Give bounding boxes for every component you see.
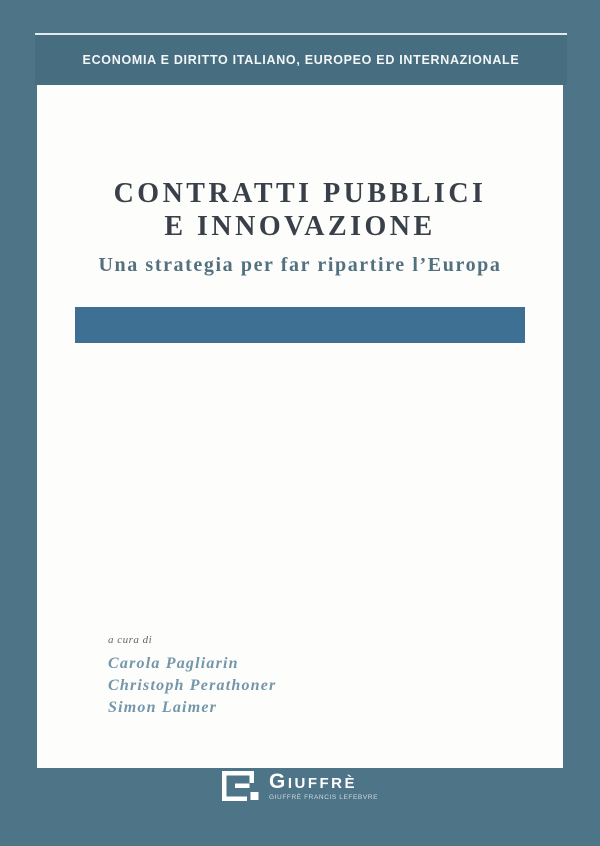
- edited-by-label: a cura di: [108, 634, 153, 646]
- cover-panel: [37, 85, 563, 768]
- editor-name: Carola Pagliarin: [108, 655, 239, 672]
- series-banner-text: ECONOMIA E DIRITTO ITALIANO, EUROPEO ED INTERNAZIONALE: [82, 53, 520, 67]
- publisher-text-block: [269, 771, 378, 801]
- publisher-name: GIUFFRÈ: [268, 770, 357, 793]
- series-banner: [35, 35, 567, 85]
- title-block: [37, 177, 563, 277]
- giuffre-g-mark-icon: [222, 771, 260, 805]
- editors-block: [108, 634, 276, 719]
- book-title-line1: CONTRATTI PUBBLICI: [113, 178, 487, 209]
- book-subtitle: Una strategia per far ripartire l’Europa: [98, 254, 502, 276]
- publisher-tagline: GIUFFRÈ FRANCIS LEFEBVRE: [268, 794, 379, 801]
- editor-name: Christoph Perathoner: [108, 677, 277, 694]
- book-title-line2: E INNOVAZIONE: [164, 211, 436, 242]
- editor-name: Simon Laimer: [108, 699, 218, 716]
- accent-bar: [75, 307, 525, 343]
- publisher-logo: [222, 771, 378, 805]
